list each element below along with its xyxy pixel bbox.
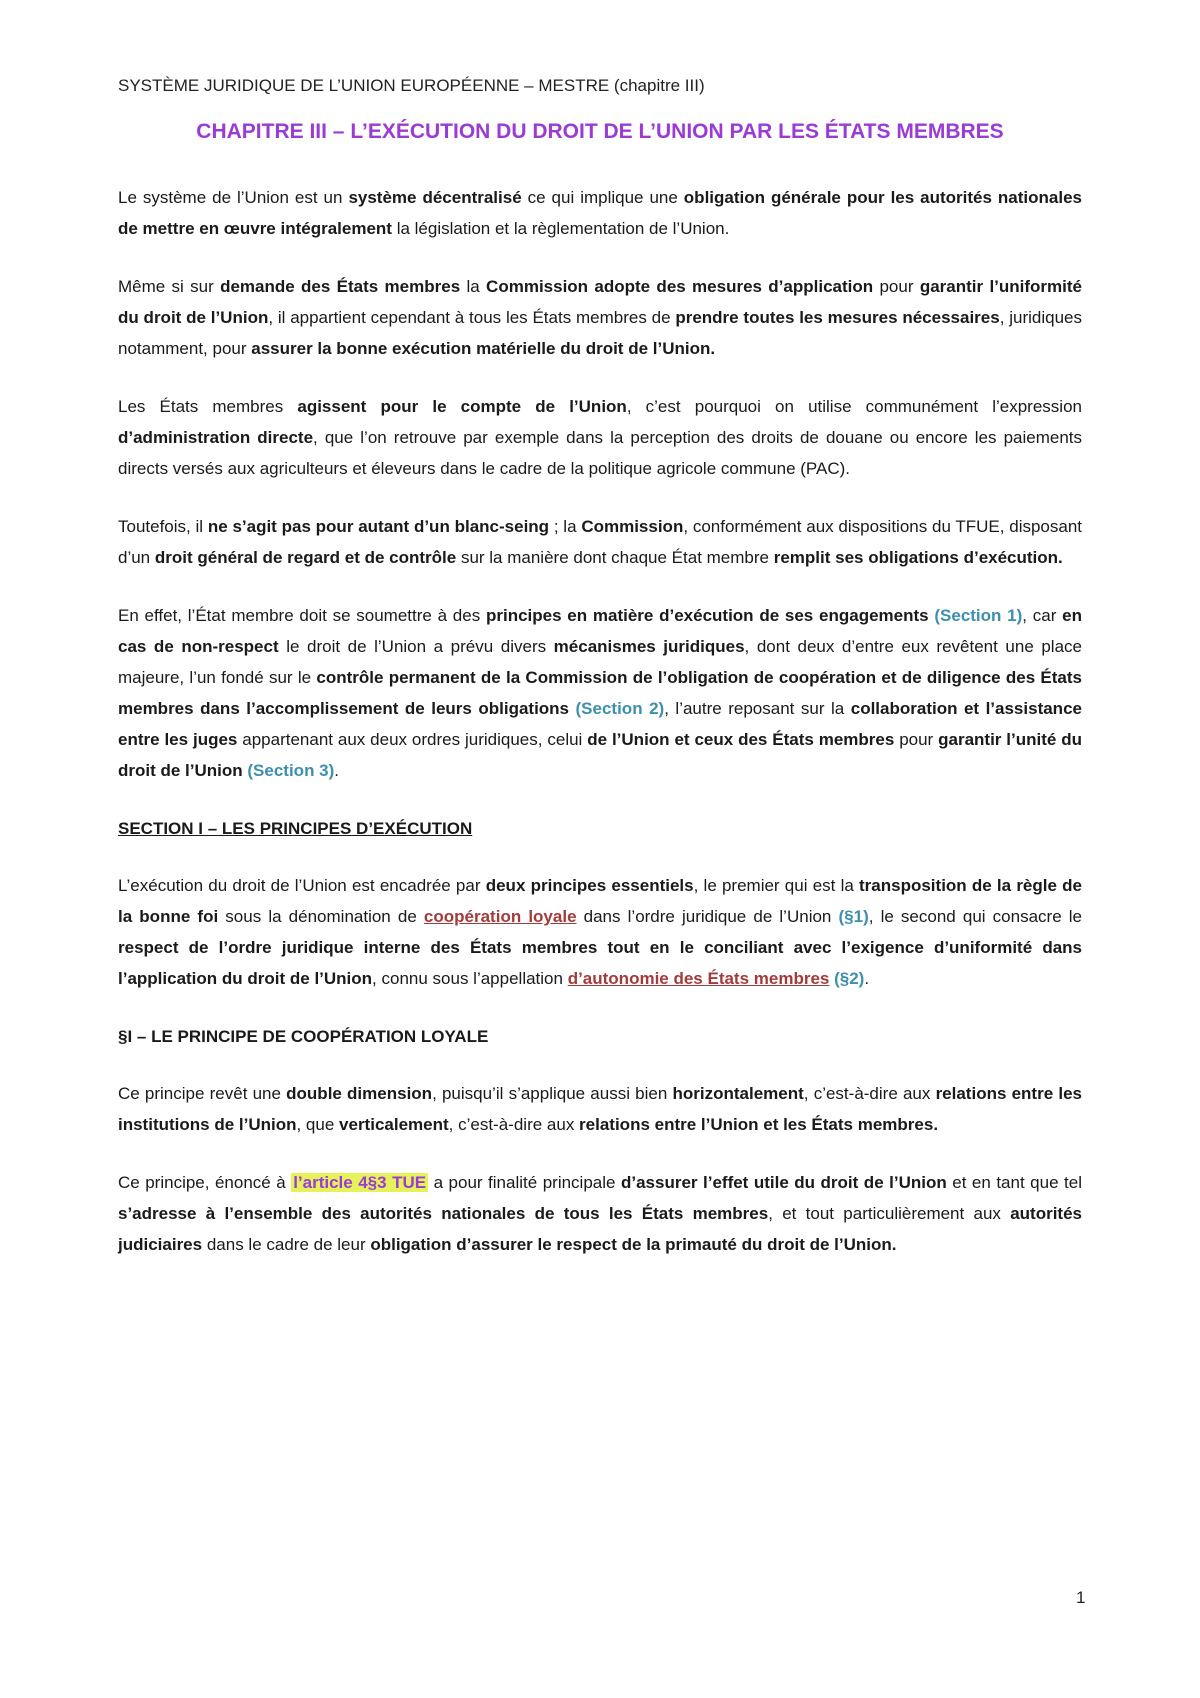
highlight-article: l’article 4§3 TUE [293,1173,427,1192]
page-number: 1 [1076,1588,1086,1607]
paragraph-ref[interactable]: (§2) [834,969,865,988]
paragraph-uniformity: Même si sur demande des États membres la Commission adopte des mesures d’application pour garantir l’uniformité du droit de l’Union, il appartient cependant à tous les États membres de prendre toutes les mesures nécessaires, juridiques notamment, pour assurer la bonne exécution matérielle du droit de l’Union. [118,277,1082,358]
paragraph-article-4-3: Ce principe, énoncé à l’article 4§3 TUE a pour finalité principale d’assurer l’effet utile du droit de l’Union et en tant que tel s’adresse à l’ensemble des autorités nationales de tous les États membres, et tout particulièrement aux autorités judiciaires dans le cadre de leur obligation d’assurer le respect de la primauté du droit de l’Union. [118,1173,1082,1254]
paragraph-direct-administration: Les États membres agissent pour le compte de l’Union, c’est pourquoi on utilise communément l’expression d’administration directe, que l’on retrouve par exemple dans la perception des droits de douane ou encore les paiements directs versés aux agriculteurs et éleveurs dans le cadre de la politique agricole commune (PAC). [118,397,1082,478]
document-body [118,182,1082,1287]
paragraph-two-principles: L’exécution du droit de l’Union est encadrée par deux principes essentiels, le premier qui est la transposition de la règle de la bonne foi sous la dénomination de coopération loyale dans l’ordre juridique de l’Union (§1), le second qui consacre le respect de l’ordre juridique interne des États membres tout en le conciliant avec l’exigence d’uniformité dans l’application du droit de l’Union, connu sous l’appellation d’autonomie des États membres (§2). [118,876,1083,988]
paragraph-intro: Le système de l’Union est un système décentralisé ce qui implique une obligation générale pour les autorités nationales de mettre en œuvre intégralement la législation et la règlementation de l’Union. [118,188,1082,238]
running-header: SYSTÈME JURIDIQUE DE L’UNION EUROPÉENNE – MESTRE (chapitre III) [118,76,705,95]
subsection-heading: §I – LE PRINCIPE DE COOPÉRATION LOYALE [118,1027,489,1046]
paragraph-double-dimension: Ce principe revêt une double dimension, puisqu’il s’applique aussi bien horizontalement, c’est-à-dire aux relations entre les institutions de l’Union, que verticalement, c’est-à-dire aux relations entre l’Union et les États membres. [118,1084,1082,1134]
paragraph-plan: En effet, l’État membre doit se soumettre à des principes en matière d’exécution de ses engagements (Section 1), car en cas de non-respect le droit de l’Union a prévu divers mécanismes juridiques, dont deux d’entre eux revêtent une place majeure, l’un fondé sur le contrôle permanent de la Commission de l’obligation de coopération et de diligence des États membres dans l’accomplissement de leurs obligations (Section 2), l’autre reposant sur la collaboration et l’assistance entre les juges appartenant aux deux ordres juridiques, celui de l’Union et ceux des États membres pour garantir l’unité du droit de l’Union (Section 3). [118,606,1083,780]
section-heading: SECTION I – LES PRINCIPES D’EXÉCUTION [118,819,473,838]
paragraph-control: Toutefois, il ne s’agit pas pour autant d’un blanc-seing ; la Commission, conformément aux dispositions du TFUE, disposant d’un droit général de regard et de contrôle sur la manière dont chaque État membre remplit ses obligations d’exécution. [118,517,1083,567]
section-ref[interactable]: (Section 3) [247,761,335,780]
link-cooperation-loyale[interactable]: coopération loyale [423,907,577,926]
chapter-title: CHAPITRE III – L’EXÉCUTION DU DROIT DE L’UNION PAR LES ÉTATS MEMBRES [196,120,1004,143]
section-ref[interactable]: (Section 2) [575,699,665,718]
section-ref[interactable]: (Section 1) [934,606,1023,625]
link-autonomie[interactable]: d’autonomie des États membres [567,969,830,988]
paragraph-ref[interactable]: (§1) [838,907,869,926]
